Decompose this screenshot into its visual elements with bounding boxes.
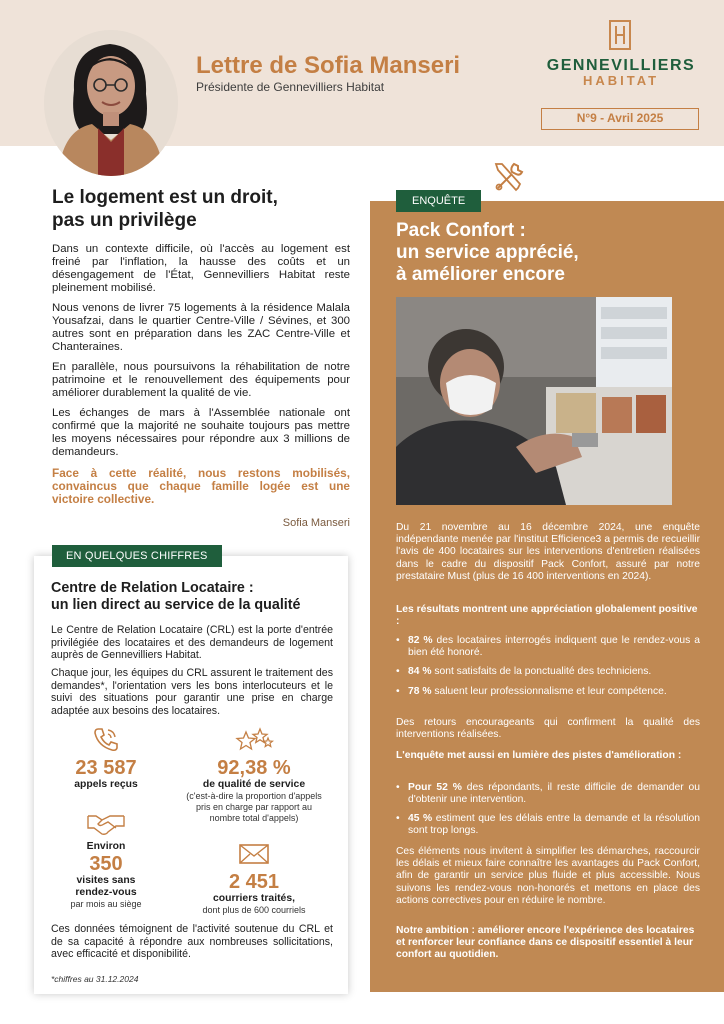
survey-title-line-3: à améliorer encore	[396, 264, 565, 285]
letter-title	[52, 186, 350, 232]
crl-paragraph-intro: Le Centre de Relation Locataire (CRL) est la porte d'entrée privilégiée des locataires et des demandeurs de logement auprès de Gennevilliers Habitat.	[51, 624, 333, 661]
survey-results-heading: Les résultats montrent une appréciation globalement positive :	[396, 604, 698, 628]
stat-visits-value: 350	[89, 853, 123, 875]
phone-icon	[92, 726, 120, 752]
survey-intro: Du 21 novembre au 16 décembre 2024, une enquête indépendante menée par l'institut Efficience3 a permis de recueillir l'avis de 400 locataires sur les interventions d'entretien réalisées dans le cadre du dispositif Pack Confort, assuré par notre prestataire Must (plus de 16 400 interventions en 2024).	[396, 522, 700, 582]
crl-title-line-1: Centre de Relation Locataire :	[51, 580, 254, 596]
survey-bullet	[396, 686, 700, 698]
survey-tag: ENQUÊTE	[396, 190, 481, 212]
survey-bullet-figure: 82 %	[408, 635, 433, 646]
stat-visits-label-1: visites sans	[76, 875, 136, 886]
letter-header-subtitle: Présidente de Gennevilliers Habitat	[196, 80, 385, 94]
key-figures-tag: EN QUELQUES CHIFFRES	[52, 545, 222, 567]
letter-title-line-1: Le logement est un droit,	[52, 187, 278, 208]
crl-title-line-2: un lien direct au service de la qualité	[51, 597, 301, 613]
letter-paragraph: Nous venons de livrer 75 logements à la résidence Malala Yousafzai, dans le quartier Centre-Ville / Sévines, et 300 autres sont en préparation dans les ZAC Centre-Ville et Chanteraines.	[52, 302, 350, 353]
stat-quality-label: de qualité de service	[202, 779, 306, 790]
stat-visits-note: par mois au siège	[70, 899, 142, 909]
letter-paragraph: En parallèle, nous poursuivons la réhabilitation de notre patrimoine et le renouvellement des équipements pour améliorer durablement la qualité de vie.	[52, 361, 350, 399]
stat-mail-label: courriers traités,	[212, 893, 295, 904]
stat-calls	[46, 726, 166, 791]
technician-illustration	[396, 297, 672, 505]
crl-title	[51, 580, 333, 614]
tools-icon	[492, 160, 526, 194]
survey-bullet-text: des répondants, il reste difficile de demander ou d'obtenir une intervention.	[408, 782, 700, 806]
stat-mail	[174, 842, 334, 916]
survey-bullet-text: saluent leur professionnalisme et leur compétence.	[431, 686, 667, 697]
survey-bullet	[396, 782, 700, 806]
survey-title-line-2: un service apprécié,	[396, 242, 579, 263]
survey-bullet	[396, 666, 700, 678]
survey-bullet-text: estiment que les délais entre la demande et la résolution sont trop longs.	[408, 813, 700, 837]
logo-text-sub: HABITAT	[582, 73, 660, 88]
survey-bullet-text: sont satisfaits de la ponctualité des techniciens.	[431, 666, 652, 677]
survey-bullet	[396, 813, 700, 837]
stat-quality-note: (c'est-à-dire la proportion d'appels pris en charge par rapport au nombre total d'appels)	[186, 791, 322, 823]
president-portrait	[44, 30, 178, 176]
handshake-icon	[86, 810, 126, 836]
survey-encouraging: Des retours encourageants qui confirment la qualité des interventions réalisées.	[396, 717, 700, 741]
letter-header-title: Lettre de Sofia Manseri	[196, 52, 461, 79]
stat-visits-label-2: rendez-vous	[75, 887, 137, 898]
survey-bullet-figure: 84 %	[408, 666, 432, 677]
survey-title	[396, 220, 696, 286]
stat-visits	[46, 810, 166, 910]
president-letter	[52, 186, 350, 529]
crl-paragraph-daily: Chaque jour, les équipes du CRL assurent le traitement des demandes*, l'orientation vers les bons interlocuteurs et le suivi des situations pour garantir une prise en charge adaptée aux besoins des locataires.	[51, 667, 333, 717]
stat-visits-prefix: Environ	[86, 841, 126, 852]
stars-icon	[234, 726, 274, 752]
letter-paragraph: Les échanges de mars à l'Assemblée nationale ont confirmé que la majorité ne souhaite toujours pas mettre les moyens nécessaires pour répondre aux 3 millions de demandeurs.	[52, 407, 350, 458]
survey-bullet	[396, 635, 700, 659]
key-figures-card	[34, 550, 348, 994]
survey-bullet-figure: 78 %	[408, 686, 432, 697]
crl-conclusion: Ces données témoignent de l'activité soutenue du CRL et de sa capacité à répondre aux nombreuses sollicitations, avec efficacité et disponibilité.	[51, 923, 333, 960]
envelope-icon	[238, 842, 270, 866]
logo-mark-icon	[609, 20, 631, 50]
stat-calls-value: 23 587	[75, 757, 137, 779]
gennevilliers-habitat-logo	[540, 20, 702, 96]
stat-quality	[174, 726, 334, 824]
stat-calls-label: appels reçus	[74, 779, 138, 790]
issue-number-badge: N°9 - Avril 2025	[541, 108, 699, 130]
letter-paragraph: Dans un contexte difficile, où l'accès au logement est freiné par l'inflation, la hausse des coûts et un désengagement de l'État, Gennevilliers Habitat reste pleinement mobilisé.	[52, 243, 350, 294]
stat-mail-note: dont plus de 600 courriels	[202, 905, 306, 915]
figures-footnote: *chiffres au 31.12.2024	[51, 974, 139, 984]
survey-bullet-text: des locataires interrogés indiquent que le rendez-vous a bien été honoré.	[408, 635, 700, 659]
letter-signature: Sofia Manseri	[282, 517, 350, 529]
survey-title-line-1: Pack Confort :	[396, 220, 526, 241]
survey-actions: Ces éléments nous invitent à simplifier les démarches, raccourcir les délais et mieux faire connaître les avantages du Pack Confort, afin de garantir un service plus fluide et plus accessible. Nous suivons les rendez-vous non-honorés et mettons en place des actions correctives pour en réduire le nombre.	[396, 846, 700, 906]
letter-title-line-2: pas un privilège	[52, 210, 197, 231]
stat-mail-value: 2 451	[228, 871, 280, 893]
portrait-illustration	[44, 30, 178, 176]
logo-text-main: GENNEVILLIERS	[546, 57, 696, 74]
survey-bullet-figure: Pour 52 %	[408, 782, 462, 793]
technician-photo	[396, 297, 672, 505]
survey-bullet-figure: 45 %	[408, 813, 433, 824]
stat-quality-value: 92,38 %	[217, 757, 291, 779]
letter-highlight: Face à cette réalité, nous restons mobilisés, convaincus que chaque famille logée est une victoire collective.	[52, 466, 350, 506]
survey-ambition: Notre ambition : améliorer encore l'expérience des locataires et renforcer leur confiance dans ce dispositif essentiel à leur confort au quotidien.	[396, 925, 695, 961]
survey-improve-heading: L'enquête met aussi en lumière des pistes d'amélioration :	[396, 750, 682, 761]
